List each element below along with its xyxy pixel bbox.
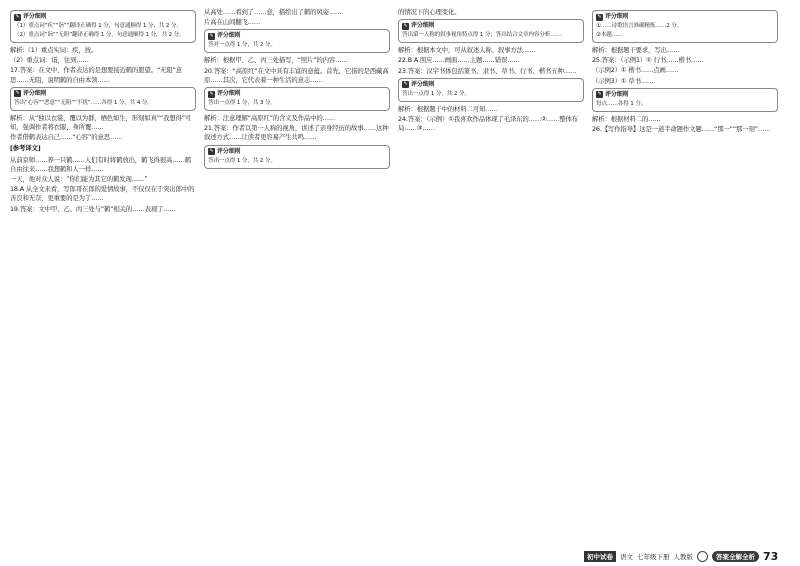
answer-26: 26.【写作指导】这是一道半命题作文题……“那一”“那一刻”…… xyxy=(592,125,771,134)
analysis-text: （2）重点词：诣，往到…… xyxy=(10,56,89,65)
example-text: （示例3）① 草书…… xyxy=(592,76,654,85)
analysis-text: 解析：从“独以衣裳、覆以为群，栖色如生，形刻如真”“我想得”可知，强调作者将衣服、身所覆…… xyxy=(10,113,192,132)
scoring-box: ✎ 评分细则 答对一点得 1 分，共 2 分。 xyxy=(204,29,390,53)
answer-22: 22.B A.照应……画面……主题……错误…… xyxy=(398,56,520,65)
scoring-box: ✎ 评分细则 ①……诗歌语言准确精炼……2 分。 ②本题…… xyxy=(592,10,778,43)
reference-translation: 从前京师……养一只鹤……人们有时将鹤放出，鹤飞得很高……鹤自由往来……我想鹤和人一样…… xyxy=(10,155,191,173)
analysis-text: 的情况下的心理变化。 xyxy=(398,8,461,16)
scoring-box: ✎ 评分细则 答出一点得 1 分，共 2 分。 xyxy=(398,78,584,102)
column-2 xyxy=(204,8,390,172)
answer-20: 20.答案：“高原红”在文中具有丰富的意蕴。首先，它指的是西藏高原……其次，它代表着一种生活的意志…… xyxy=(204,66,389,84)
analysis-text: 解析：根据题干中的材料二可知…… xyxy=(398,104,498,113)
answer-18: 18.A 从全文来看，写郎哥在郎的爱情故事，不仅仅在于突出郎中的善良和无奈，更重要的是为了…… xyxy=(10,185,195,203)
scoring-box: ✎ 评分细则 答出一点得 1 分，共 3 分。 xyxy=(204,87,390,111)
column-3 xyxy=(398,8,584,134)
subject-label: 语文 xyxy=(620,552,633,561)
edition-label: 人教版 xyxy=(673,552,693,561)
analysis-text: 片高在山间翻飞…… xyxy=(204,18,261,27)
grade-label: 七年级下册 xyxy=(637,552,670,561)
answer-19: 19.答案：文中甲、乙、丙三处与“鹤”相关的……表现了…… xyxy=(10,204,176,213)
scoring-box: ✎ 评分细则 答出第一人称的叙事视角特点得 1 分；答出结合文章内容分析…… xyxy=(398,19,584,43)
answer-24: 24.答案：（示例）①我喜欢作品体现了毛泽东的……②……整体布局……③…… xyxy=(398,115,578,133)
analysis-text: 解析：根据本文中，可从叙述人称、叙事方法…… xyxy=(398,46,536,55)
answer-25: 25.答案：（示例1）① 行书……楷书…… xyxy=(592,56,704,65)
analysis-text: 解析：根据甲、乙、丙三处描写，“照片”的内容…… xyxy=(204,56,348,65)
analysis-text: 解析：根据题干要求，写出…… xyxy=(592,46,680,54)
circle-icon xyxy=(697,551,708,562)
reference-translation-title: [参考译文] xyxy=(10,144,41,153)
example-text: （示例2）① 楷书……点画…… xyxy=(592,66,679,75)
pencil-icon: ✎ xyxy=(209,32,214,39)
pencil-icon: ✎ xyxy=(403,22,408,29)
answer-23: 23.答案：汉字书体包括篆书、隶书、草书、行书、楷书五种…… xyxy=(398,66,577,75)
scoring-box: ✎ 评分细则 答出一点得 1 分，共 2 分。 xyxy=(204,145,390,169)
analysis-text: 作者借鹤表达自己……“心容”的意思…… xyxy=(10,133,123,142)
reference-translation: 一天，他对众人说：“你们能为其它的鹤发现……” xyxy=(10,175,148,184)
answer-17: 17.答案：在文中，作者表达的是想要接近鹤的愿望。“无阻”意思……无阻，说明鹤的自由本领…… xyxy=(10,66,183,84)
analysis-text: 解析:（1）重点实词：疾，按。 xyxy=(10,46,98,54)
analysis-text: 从高处……看到了……意，描绘出了鹤的风姿…… xyxy=(204,8,342,16)
pencil-icon: ✎ xyxy=(597,91,602,98)
column-1 xyxy=(10,8,196,215)
answer-21: 21.答案：作者以第一人称的视角，讲述了亲身经历的故事……这种叙述方式……让读者更容易产生共鸣…… xyxy=(204,124,389,142)
pencil-icon: ✎ xyxy=(209,148,214,155)
pencil-icon: ✎ xyxy=(209,90,214,97)
pencil-icon: ✎ xyxy=(403,81,408,88)
series-label: 初中试卷 xyxy=(584,551,616,562)
pencil-icon: ✎ xyxy=(15,90,20,97)
page-footer xyxy=(584,550,778,562)
answer-analysis-badge: 答案全解全析 xyxy=(712,551,759,562)
analysis-text: 解析：根据材料二的…… xyxy=(592,114,661,123)
scoring-box: ✎ 评分细则 每点……各得 1 分。 xyxy=(592,88,778,112)
analysis-text: 解析：注意理解“高原红”的含义及作品中的…… xyxy=(204,114,336,123)
scoring-box: ✎ 评分细则 答出“心容”“恶意”“无阻”“不扰”……各得 1 分，共 4 分。 xyxy=(10,87,196,111)
scoring-box: ✎ 评分细则 （1）重点词“疾”“诣”“翻译正确得 1 分，句意通顺得 1 分，共 2 分。 （2）重点词“诣”“无阻”翻译正确得 1 分，句意通顺得 1 分，共 2 分。 xyxy=(10,10,196,43)
page-number: 73 xyxy=(763,549,779,563)
pencil-icon: ✎ xyxy=(597,13,602,20)
column-4 xyxy=(592,8,778,135)
pencil-icon: ✎ xyxy=(15,13,20,20)
